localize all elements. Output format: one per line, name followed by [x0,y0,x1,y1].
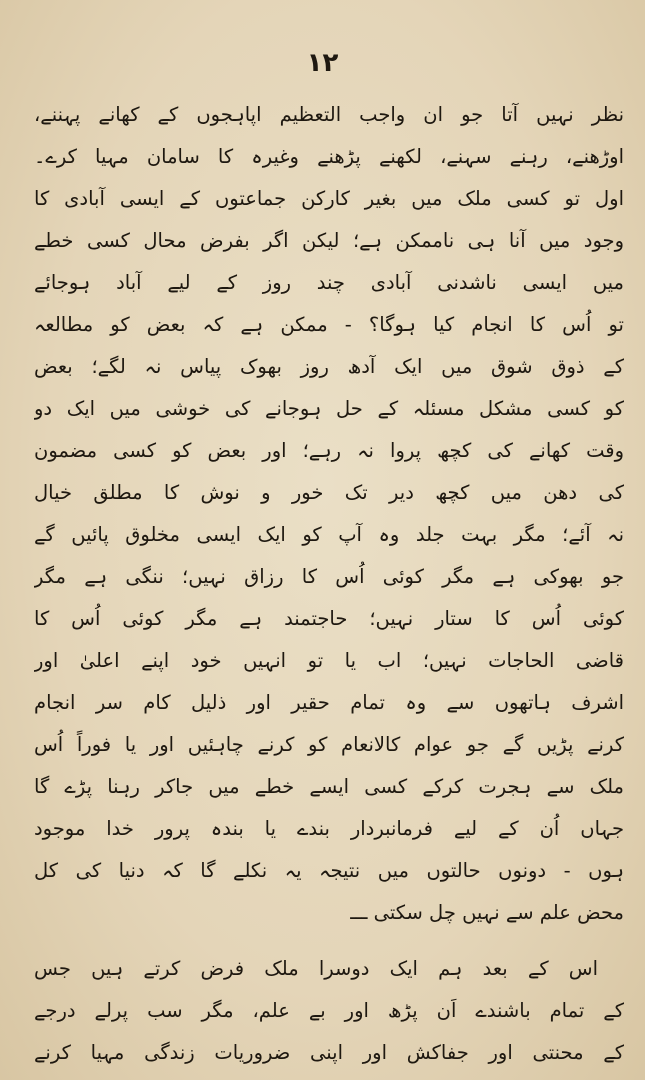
paragraph-1 [34,94,624,934]
text-line: وجود میں آنا ہی ناممکن ہے؛ لیکن اگر بفرض محال کسی خطے [34,229,624,252]
text-line: ہوں - دونوں حالتوں میں نتیجہ یہ نکلے گا کہ دنیا کی کل [34,859,624,882]
text-line: اس کے بعد ہم ایک دوسرا ملک فرض کرتے ہیں جس [34,957,598,980]
text-line: اشرف ہاتھوں سے وہ تمام حقیر اور ذلیل کام سر انجام [34,691,624,714]
text-line: ملک سے ہجرت کرکے کسی ایسے خطے میں جاکر رہنا پڑے گا [34,775,624,798]
text-line: نظر نہیں آتا جو ان واجب التعظیم اپاہجوں کے کھانے پہننے، [34,103,624,126]
text-line: تو اُس کا انجام کیا ہوگا؟ - ممکن ہے کہ بعض کو مطالعہ [34,313,624,336]
text-line: وقت کھانے کی کچھ پروا نہ رہے؛ اور بعض کو کسی مضمون [34,439,624,462]
text-line: قاضی الحاجات نہیں؛ اب یا تو انہیں خود اپنے اعلیٰ اور [34,649,624,672]
text-line: کے تمام باشندے اَن پڑھ اور بے علم، مگر سب پرلے درجے [34,999,624,1022]
paragraph-2 [34,948,624,1074]
text-line: جو بھوکی ہے مگر کوئی اُس کا رزاق نہیں؛ ننگی ہے مگر [34,565,624,588]
text-line: کوئی اُس کا ستار نہیں؛ حاجتمند ہے مگر کوئی اُس کا [34,607,624,630]
page-number: ١٢ [306,48,339,78]
body-text [34,94,624,1074]
text-line: جہاں اُن کے لیے فرمانبردار بندے یا بندہ پرور خدا موجود [34,817,624,840]
text-line: کو کسی مشکل مسئلہ کے حل ہوجانے کی خوشی میں ایک دو [34,397,624,420]
text-line: نہ آئے؛ مگر بہت جلد وہ آپ کو ایک ایسی مخلوق پائیں گے [34,523,624,546]
text-line: کے ذوق شوق میں ایک آدھ روز بھوک پیاس نہ لگے؛ بعض [34,355,624,378]
text-line: میں ایسی ناشدنی آبادی چند روز کے لیے آباد ہوجائے [34,271,624,294]
text-line: اول تو کسی ملک میں بغیر کارکن جماعتوں کے ایسی آبادی کا [34,187,624,210]
text-line: اوڑھنے، رہنے سہنے، لکھنے پڑھنے وغیرہ کا سامان مہیا کرے۔ [34,145,624,168]
text-line: کرنے پڑیں گے جو عوام کالانعام کو کرنے چاہئیں اور یا فوراً اُس [34,733,624,756]
text-line: محض علم سے نہیں چل سکتی ـــ [350,901,624,924]
text-line: کے محنتی اور جفاکش اور اپنی ضروریات زندگی مہیا کرنے [34,1041,624,1064]
text-line: کی دھن میں کچھ دیر تک خور و نوش کا مطلق خیال [34,481,624,504]
